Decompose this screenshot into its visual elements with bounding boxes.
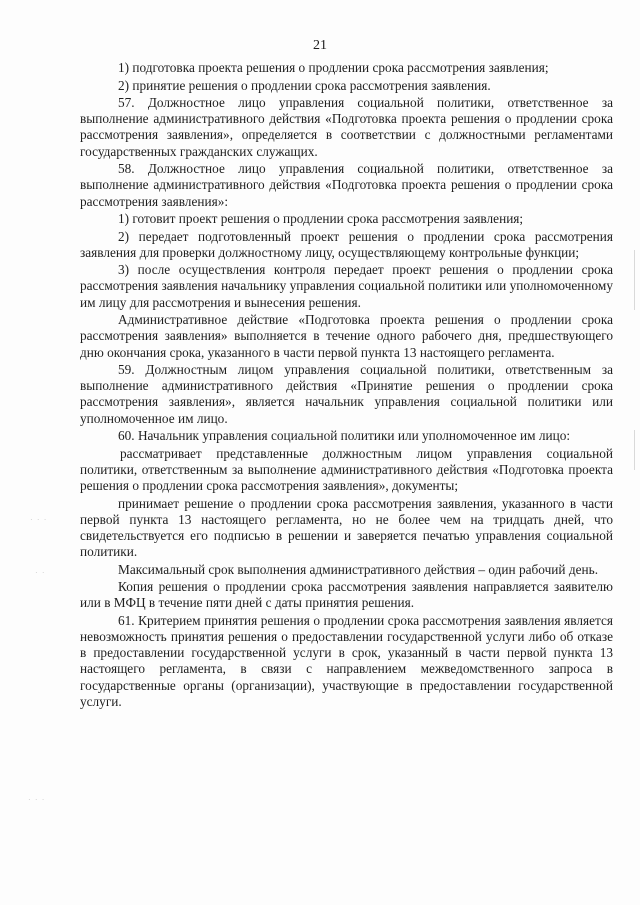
paragraph: 3) после осуществления контроля передает проект решения о продлении срока рассмотрения заявления начальнику управления социальной политики или уполномоченному им лицу для рассмотрения и вынесения решения. <box>80 262 613 310</box>
paragraph: 58. Должностное лицо управления социальной политики, ответственное за выполнение административного действия «Подготовка проекта решения о продлении срока рассмотрения заявления»: <box>80 161 613 209</box>
paragraph: 2) передает подготовленный проект решения о продлении срока рассмотрения заявления для проверки должностному лицу, осуществляющему контрольные функции; <box>80 228 613 260</box>
scan-speck: · · · <box>28 795 46 804</box>
paragraph: Копия решения о продлении срока рассмотрения заявления направляется заявителю или в МФЦ в течение пяти дней с даты принятия решения. <box>80 579 613 611</box>
scan-speck: · · <box>35 568 46 577</box>
paragraph: 1) подготовка проекта решения о продлении срока рассмотрения заявления; <box>118 60 549 75</box>
document-body <box>80 60 613 711</box>
scan-edge-mark <box>634 430 635 470</box>
paragraph: Максимальный срок выполнения административного действия – один рабочий день. <box>118 561 599 577</box>
paragraph: 1) готовит проект решения о продлении срока рассмотрения заявления; <box>118 211 524 227</box>
paragraph: 57. Должностное лицо управления социальной политики, ответственное за выполнение административного действия «Подготовка проекта решения о продлении срока рассмотрения заявления», определяется в соответствии с должностными регламентами государственных гражданских служащих. <box>80 95 613 159</box>
paragraph: рассматривает представленные должностным лицом управления социальной политики, ответственным за выполнение административного действия «Подготовка проекта решения о продлении срока рассмотрения заявления», документы; <box>80 445 613 494</box>
paragraph: 61. Критерием принятия решения о продлении срока рассмотрения заявления является невозможность принятия решения о предоставлении государственной услуги либо об отказе в предоставлении государственной услуги в срок, указанный в части первой пункта 13 настоящего регламента, в связи с направлением межведомственного запроса в государственные органы (организации), участвующие в предоставлении государственной услуги. <box>80 612 613 709</box>
paragraph: принимает решение о продлении срока рассмотрения заявления, указанного в части первой пункта 13 настоящего регламента, но не более чем на тридцать дней, что свидетельствуется его подписью в решении и заверяется печатью управления социальной политики. <box>80 495 613 560</box>
paragraph: 59. Должностным лицом управления социальной политики, ответственным за выполнение административного действия «Принятие решения о продлении срока рассмотрения заявления», является начальник управления социальной политики или уполномоченное им лицо. <box>80 362 613 426</box>
paragraph: 60. Начальник управления социальной политики или уполномоченное им лицо: <box>118 428 571 444</box>
paragraph: Административное действие «Подготовка проекта решения о продлении срока рассмотрения заявления» выполняется в течение одного рабочего дня, предшествующего дню окончания срока, указанного в части первой пункта 13 настоящего регламента. <box>80 312 613 360</box>
paragraph: 2) принятие решения о продлении срока рассмотрения заявления. <box>118 77 491 93</box>
scan-edge-mark <box>634 250 635 310</box>
scan-speck: · · · <box>30 515 48 524</box>
page-number: 21 <box>313 38 327 53</box>
